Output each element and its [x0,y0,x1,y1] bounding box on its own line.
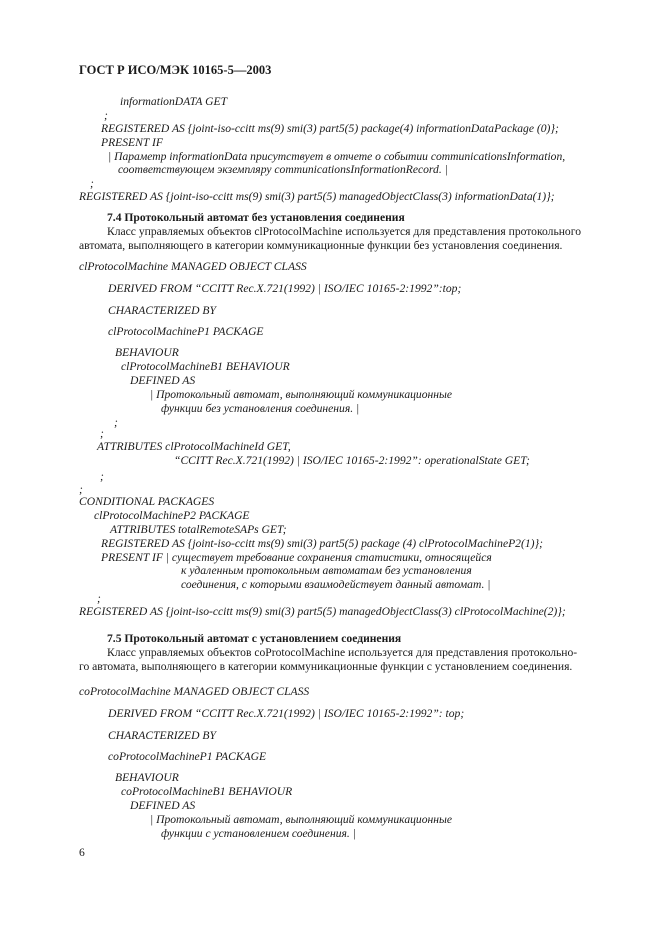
code-line: ATTRIBUTES clProtocolMachineId GET, [97,440,291,453]
code-line: BEHAVIOUR [115,771,179,784]
code-line: DEFINED AS [130,799,196,812]
code-line: ; [90,177,94,190]
paragraph-line: го автомата, выполняющего в категории коммуникационные функции с установлением соединения. [79,660,573,673]
code-line: clProtocolMachineP1 PACKAGE [108,325,264,338]
code-line: ; [97,592,101,605]
code-line: coProtocolMachineP1 PACKAGE [108,750,267,763]
code-line: | Протокольный автомат, выполняющий коммуникационные [150,388,453,401]
code-line: CONDITIONAL PACKAGES [79,495,215,508]
page-header: ГОСТ Р ИСО/МЭК 10165-5—2003 [79,63,272,77]
code-line: ; [100,470,104,483]
code-line: DERIVED FROM “CCITT Rec.X.721(1992) | ISO/IEC 10165-2:1992”: top; [108,707,465,720]
code-line: | Протокольный автомат, выполняющий коммуникационные [150,813,453,826]
paragraph-line: Класс управляемых объектов coProtocolMachine используется для представления протокольно- [107,646,578,659]
code-line: REGISTERED AS {joint-iso-ccitt ms(9) smi(3) part5(5) package (4) clProtocolMachineP2(1)}; [101,537,543,550]
code-line: REGISTERED AS {joint-iso-ccitt ms(9) smi(3) part5(5) managedObjectClass(3) informationData(1)}; [79,190,555,203]
code-line: BEHAVIOUR [115,346,179,359]
code-line: CHARACTERIZED BY [108,729,216,742]
code-line: PRESENT IF [101,136,163,149]
section-heading: 7.5 Протокольный автомат с установлением соединения [107,632,402,645]
code-line: DEFINED AS [130,374,196,387]
code-line: ; [79,483,83,496]
code-line: соединения, с которыми взаимодействует данный автомат. | [181,578,491,591]
code-line: | Параметр informationData присутствует в отчете о событии communicationsInformation, [108,150,566,163]
paragraph-line: автомата, выполняющего в категории коммуникационные функции без установления соединения. [79,239,563,252]
code-line: “CCITT Rec.X.721(1992) | ISO/IEC 10165-2:1992”: operationalState GET; [174,454,530,467]
code-line: функции с установлением соединения. | [161,827,356,840]
paragraph-line: Класс управляемых объектов clProtocolMachine используется для представления протокольного [107,225,581,238]
code-line: coProtocolMachineB1 BEHAVIOUR [121,785,293,798]
code-line: clProtocolMachineP2 PACKAGE [94,509,250,522]
code-line: ATTRIBUTES totalRemoteSAPs GET; [110,523,287,536]
code-line: coProtocolMachine MANAGED OBJECT CLASS [79,685,310,698]
code-line: REGISTERED AS {joint-iso-ccitt ms(9) smi(3) part5(5) managedObjectClass(3) clProtocolMachine(2)}; [79,605,566,618]
code-line: ; [114,416,118,429]
code-line: к удаленным протокольным автоматам без установления [181,564,472,577]
code-line: соответствующем экземпляру communicationsInformationRecord. | [118,163,448,176]
section-heading: 7.4 Протокольный автомат без установления соединения [107,211,405,224]
code-line: DERIVED FROM “CCITT Rec.X.721(1992) | ISO/IEC 10165-2:1992”:top; [108,282,462,295]
code-line: PRESENT IF | существует требование сохранения статистики, относящейся [101,551,492,564]
code-line: CHARACTERIZED BY [108,304,216,317]
code-line: функции без установления соединения. | [161,402,360,415]
code-line: ; [104,109,108,122]
page-number: 6 [79,846,85,859]
code-line: informationDATA GET [120,95,228,108]
code-line: clProtocolMachine MANAGED OBJECT CLASS [79,260,307,273]
code-line: ; [100,427,104,440]
code-line: clProtocolMachineB1 BEHAVIOUR [121,360,290,373]
code-line: REGISTERED AS {joint-iso-ccitt ms(9) smi(3) part5(5) package(4) informationDataPackage (0)}; [101,122,559,135]
